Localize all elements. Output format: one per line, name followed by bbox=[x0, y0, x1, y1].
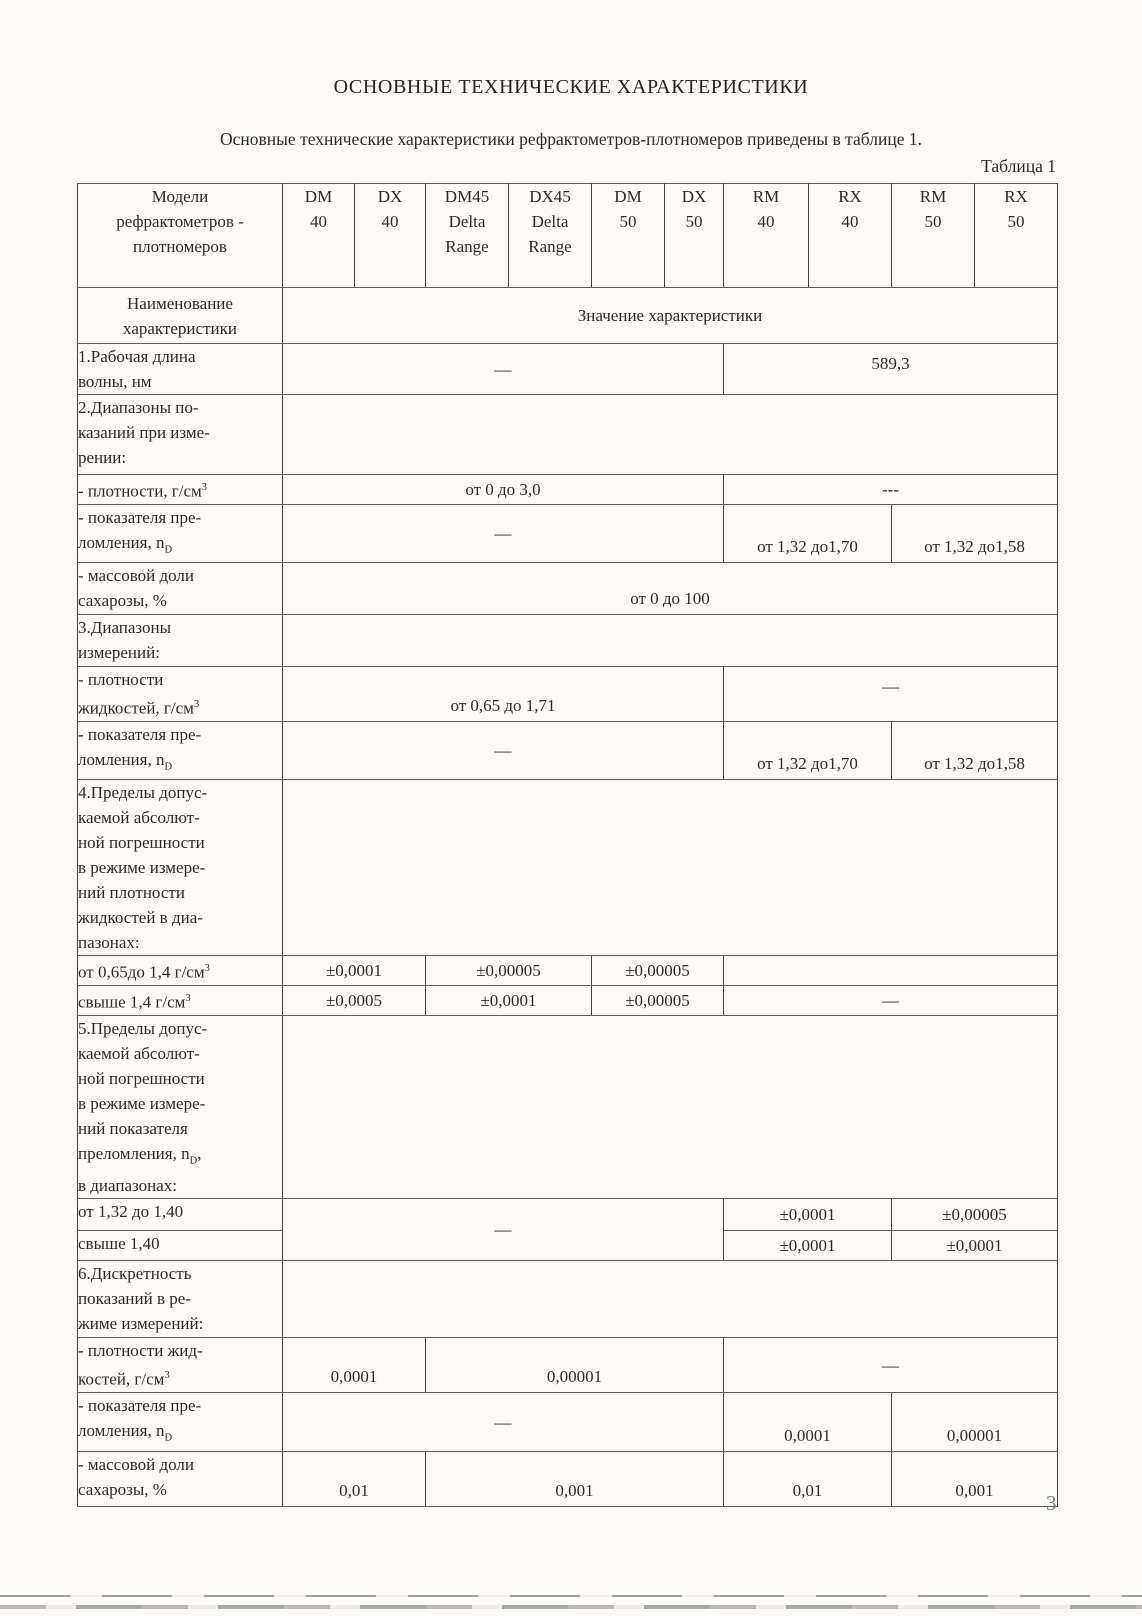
row-label-cell: от 1,32 до 1,40 bbox=[78, 1199, 283, 1231]
table-row bbox=[78, 956, 1058, 986]
header-row-characteristic bbox=[78, 288, 1058, 344]
header-row-models bbox=[78, 184, 1058, 288]
table-row bbox=[78, 1199, 1058, 1231]
row-label-cell: 1.Рабочая длина волны, нм bbox=[78, 344, 283, 395]
table-row bbox=[78, 1261, 1058, 1338]
row-label-cell: - плотности, $г/см^3$ bbox=[78, 475, 283, 505]
table-row bbox=[78, 986, 1058, 1016]
value-cell: — bbox=[724, 667, 1058, 722]
table-row bbox=[78, 505, 1058, 563]
value-cell: — bbox=[724, 986, 1058, 1016]
value-cell: от 0,65 до 1,71 bbox=[283, 667, 724, 722]
value-cell: 0,00001 bbox=[426, 1338, 724, 1393]
row-label-cell: 6.Дискретность показаний в ре- жиме измерений: bbox=[78, 1261, 283, 1338]
row-label-cell: - плотности жид- костей, $г/см^3$ bbox=[78, 1338, 283, 1393]
table-row bbox=[78, 615, 1058, 667]
value-cell: 0,01 bbox=[283, 1451, 426, 1506]
value-cell bbox=[283, 615, 1058, 667]
value-cell bbox=[283, 395, 1058, 475]
row-label-cell: - показателя пре- ломления, $n_D$ bbox=[78, 722, 283, 780]
value-cell: 0,01 bbox=[724, 1451, 892, 1506]
row-label-cell: 3.Диапазоны измерений: bbox=[78, 615, 283, 667]
value-cell: ±0,00005 bbox=[426, 956, 592, 986]
value-cell: --- bbox=[724, 475, 1058, 505]
value-cell: — bbox=[283, 344, 724, 395]
value-cell: ±0,00005 bbox=[592, 986, 724, 1016]
row-label-cell: 4.Пределы допус- каемой абсолют- ной погрешности в режиме измере- ний плотности жидкостей в диа- пазонах: bbox=[78, 780, 283, 956]
row-label-cell: - показателя пре- ломления, $n_D$ bbox=[78, 505, 283, 563]
table-row bbox=[78, 563, 1058, 615]
value-cell: ±0,00005 bbox=[592, 956, 724, 986]
table-caption: Таблица 1 bbox=[981, 156, 1056, 176]
row-label-cell: - плотности жидкостей, $г/см^3$ bbox=[78, 667, 283, 722]
value-cell: от 0 до 100 bbox=[283, 563, 1058, 615]
model-header-cell: RM 40 bbox=[724, 184, 809, 288]
row-label-cell: - показателя пре- ломления, $n_D$ bbox=[78, 1393, 283, 1451]
value-cell: от 1,32 до1,70 bbox=[724, 722, 892, 780]
value-cell: — bbox=[724, 1338, 1058, 1393]
row-label-cell: 2.Диапазоны по- казаний при изме- рении: bbox=[78, 395, 283, 475]
model-header-cell: RM 50 bbox=[892, 184, 975, 288]
model-header-cell: RX 50 bbox=[975, 184, 1058, 288]
model-header-cell: DX45 Delta Range bbox=[509, 184, 592, 288]
scan-artifact-line bbox=[0, 1605, 1142, 1609]
table-row bbox=[78, 780, 1058, 956]
characteristic-name-header-cell: Наименование характеристики bbox=[78, 288, 283, 344]
table-row bbox=[78, 1451, 1058, 1506]
scan-artifact-line bbox=[0, 1595, 1142, 1597]
table-header bbox=[78, 184, 1058, 344]
table-row bbox=[78, 344, 1058, 395]
value-cell bbox=[283, 780, 1058, 956]
value-cell: — bbox=[283, 1199, 724, 1261]
model-header-cell: RX 40 bbox=[809, 184, 892, 288]
spec-table bbox=[77, 183, 1058, 1507]
value-cell bbox=[283, 1016, 1058, 1199]
value-cell: — bbox=[283, 1393, 724, 1451]
row-label-cell: свыше 1,4 $г/см^3$ bbox=[78, 986, 283, 1016]
table-row bbox=[78, 722, 1058, 780]
value-cell: — bbox=[283, 722, 724, 780]
model-header-cell: DX 40 bbox=[355, 184, 426, 288]
model-header-cell: DM45 Delta Range bbox=[426, 184, 509, 288]
value-cell: ±0,0001 bbox=[724, 1231, 892, 1261]
row-label-cell: 5.Пределы допус- каемой абсолют- ной погрешности в режиме измере- ний показателя преломления, $n_D$, в диапазонах: bbox=[78, 1016, 283, 1199]
page-number: 3 bbox=[1046, 1491, 1057, 1515]
row-label-cell: от 0,65до 1,4 $г/см^3$ bbox=[78, 956, 283, 986]
table-row bbox=[78, 1393, 1058, 1451]
value-cell: 0,001 bbox=[426, 1451, 724, 1506]
value-cell: 0,0001 bbox=[724, 1393, 892, 1451]
model-header-cell: DX 50 bbox=[665, 184, 724, 288]
table-row bbox=[78, 1338, 1058, 1393]
table-row bbox=[78, 395, 1058, 475]
value-cell: от 1,32 до1,70 bbox=[724, 505, 892, 563]
table-row bbox=[78, 475, 1058, 505]
row-label-cell: - массовой доли сахарозы, % bbox=[78, 1451, 283, 1506]
value-cell: 0,001 bbox=[892, 1451, 1058, 1506]
value-cell: ±0,0001 bbox=[283, 956, 426, 986]
value-cell: от 1,32 до1,58 bbox=[892, 722, 1058, 780]
value-cell: 589,3 bbox=[724, 344, 1058, 395]
value-cell: 0,00001 bbox=[892, 1393, 1058, 1451]
value-cell: 0,0001 bbox=[283, 1338, 426, 1393]
model-header-cell: DM 40 bbox=[283, 184, 355, 288]
value-cell: от 1,32 до1,58 bbox=[892, 505, 1058, 563]
table-body bbox=[78, 344, 1058, 1507]
page-title: ОСНОВНЫЕ ТЕХНИЧЕСКИЕ ХАРАКТЕРИСТИКИ bbox=[333, 76, 809, 98]
row-label-cell: - массовой доли сахарозы, % bbox=[78, 563, 283, 615]
row-label-cell: свыше 1,40 bbox=[78, 1231, 283, 1261]
value-cell: — bbox=[283, 505, 724, 563]
value-cell: ±0,0001 bbox=[426, 986, 592, 1016]
models-label-cell: Модели рефрактометров - плотномеров bbox=[78, 184, 283, 288]
value-cell: ±0,0005 bbox=[283, 986, 426, 1016]
model-header-cell: DM 50 bbox=[592, 184, 665, 288]
value-cell: ±0,0001 bbox=[724, 1199, 892, 1231]
table-row bbox=[78, 667, 1058, 722]
value-cell: ±0,00005 bbox=[892, 1199, 1058, 1231]
value-cell bbox=[283, 1261, 1058, 1338]
table-row bbox=[78, 1016, 1058, 1199]
value-cell bbox=[724, 956, 1058, 986]
value-cell: ±0,0001 bbox=[892, 1231, 1058, 1261]
characteristic-value-header-cell: Значение характеристики bbox=[283, 288, 1058, 344]
value-cell: от 0 до 3,0 bbox=[283, 475, 724, 505]
intro-text: Основные технические характеристики рефрактометров-плотномеров приведены в таблице 1. bbox=[220, 129, 922, 149]
